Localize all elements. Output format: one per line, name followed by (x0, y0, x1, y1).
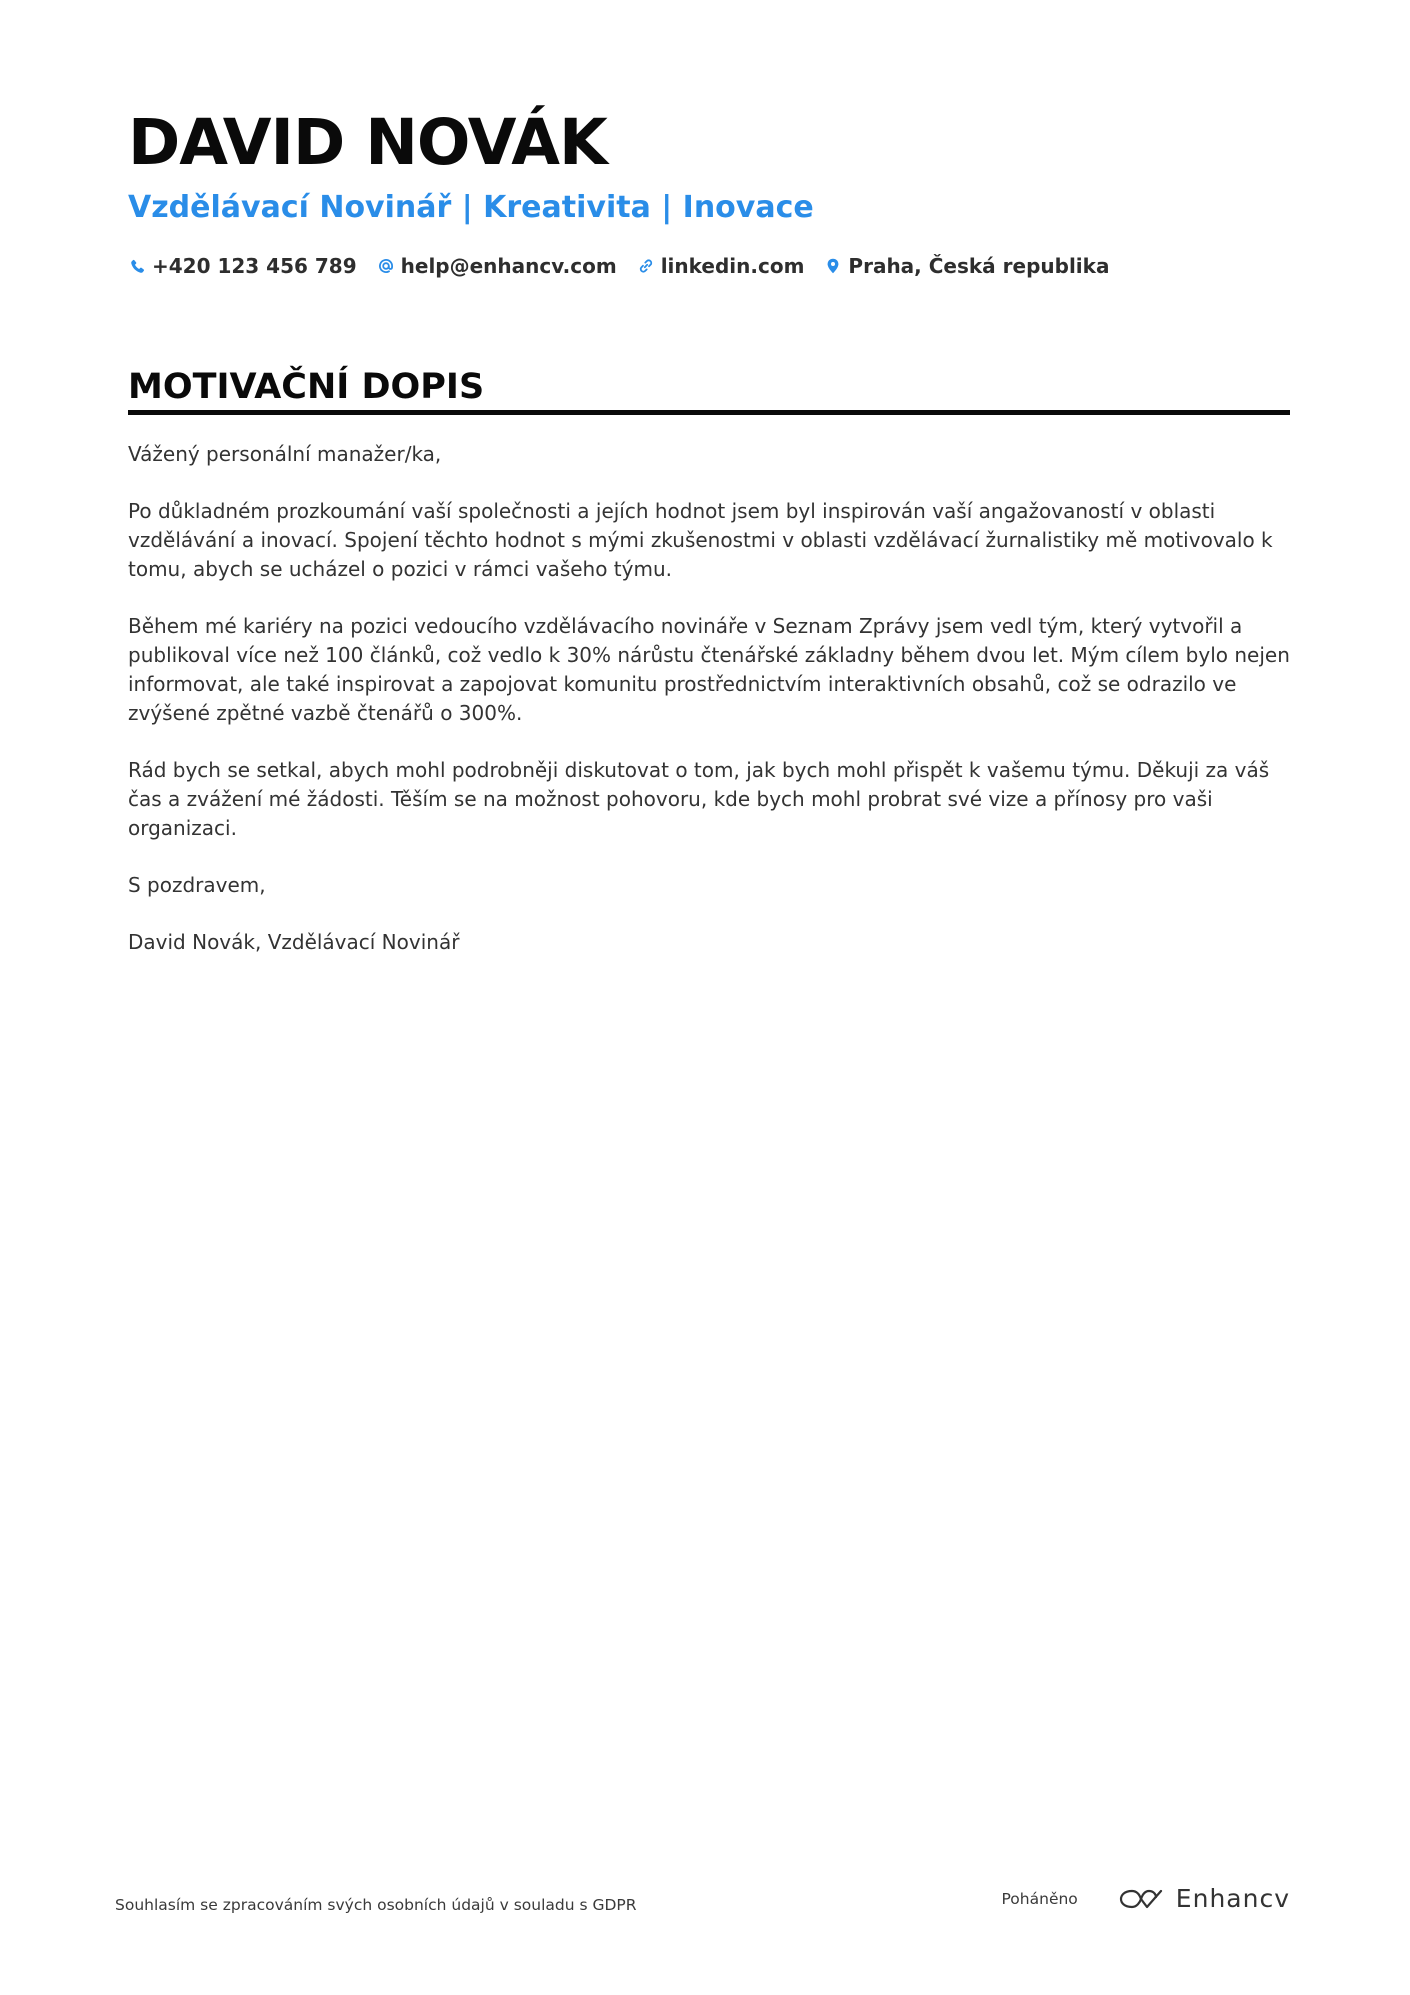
candidate-name: DAVID NOVÁK (128, 106, 607, 179)
letter-paragraph: Po důkladném prozkoumání vaší společnosti a jejích hodnot jsem byl inspirován vaší angažovaností v oblasti vzdělávání a inovací. Spojení těchto hodnot s mými zkušenostmi v oblasti vzdělávací žurnalistiky mě motivovalo k tomu, abych se ucházel o pozici v rámci vašeho týmu. (128, 499, 1273, 581)
contact-bar (128, 254, 1129, 278)
gdpr-consent: Souhlasím se zpracováním svých osobních údajů v souladu s GDPR (115, 1896, 637, 1914)
letter-body (128, 440, 1290, 985)
location-pin-icon (824, 257, 842, 275)
link-icon (637, 257, 655, 275)
contact-linkedin-text: linkedin.com (660, 254, 805, 278)
letter-signature: David Novák, Vzdělávací Novinář (128, 930, 460, 954)
letter-paragraph: Během mé kariéry na pozici vedoucího vzdělávacího novináře v Seznam Zprávy jsem vedl tým, který vytvořil a publikoval více než 100 článků, což vedlo k 30% nárůstu čtenářské základny během dvou let. Mým cílem bylo nejen informovat, ale také inspirovat a zapojovat komunitu prostřednictvím interaktivních obsahů, což se odrazilo ve zvýšené zpětné vazbě čtenářů o 300%. (128, 614, 1290, 725)
powered-by (1002, 1884, 1290, 1913)
letter-greeting: Vážený personální manažer/ka, (128, 442, 442, 466)
powered-by-label: Poháněno (1001, 1889, 1078, 1908)
letter-paragraph: Rád bych se setkal, abych mohl podrobněji diskutovat o tom, jak bych mohl přispět k vašemu týmu. Děkuji za váš čas a zvážení mé žádosti. Těším se na možnost pohovoru, kde bych mohl probrat své vize a přínosy pro vaši organizaci. (128, 758, 1270, 840)
contact-email-text: help@enhancv.com (400, 254, 617, 278)
candidate-headline: Vzdělávací Novinář | Kreativita | Inovace (128, 190, 814, 225)
contact-linkedin[interactable] (637, 254, 805, 278)
contact-location (824, 254, 1109, 278)
enhancv-logo-icon (1118, 1887, 1164, 1911)
contact-email[interactable] (377, 254, 617, 278)
enhancv-logo-text: Enhancv (1175, 1884, 1290, 1913)
at-icon (377, 257, 395, 275)
section-divider (128, 410, 1290, 415)
contact-phone[interactable] (128, 254, 357, 278)
section-title: MOTIVAČNÍ DOPIS (128, 367, 485, 407)
phone-icon (128, 257, 146, 275)
letter-closing: S pozdravem, (128, 873, 266, 897)
enhancv-logo[interactable] (1118, 1884, 1290, 1913)
contact-location-text: Praha, Česká republika (848, 254, 1110, 278)
contact-phone-text: +420 123 456 789 (152, 254, 357, 278)
